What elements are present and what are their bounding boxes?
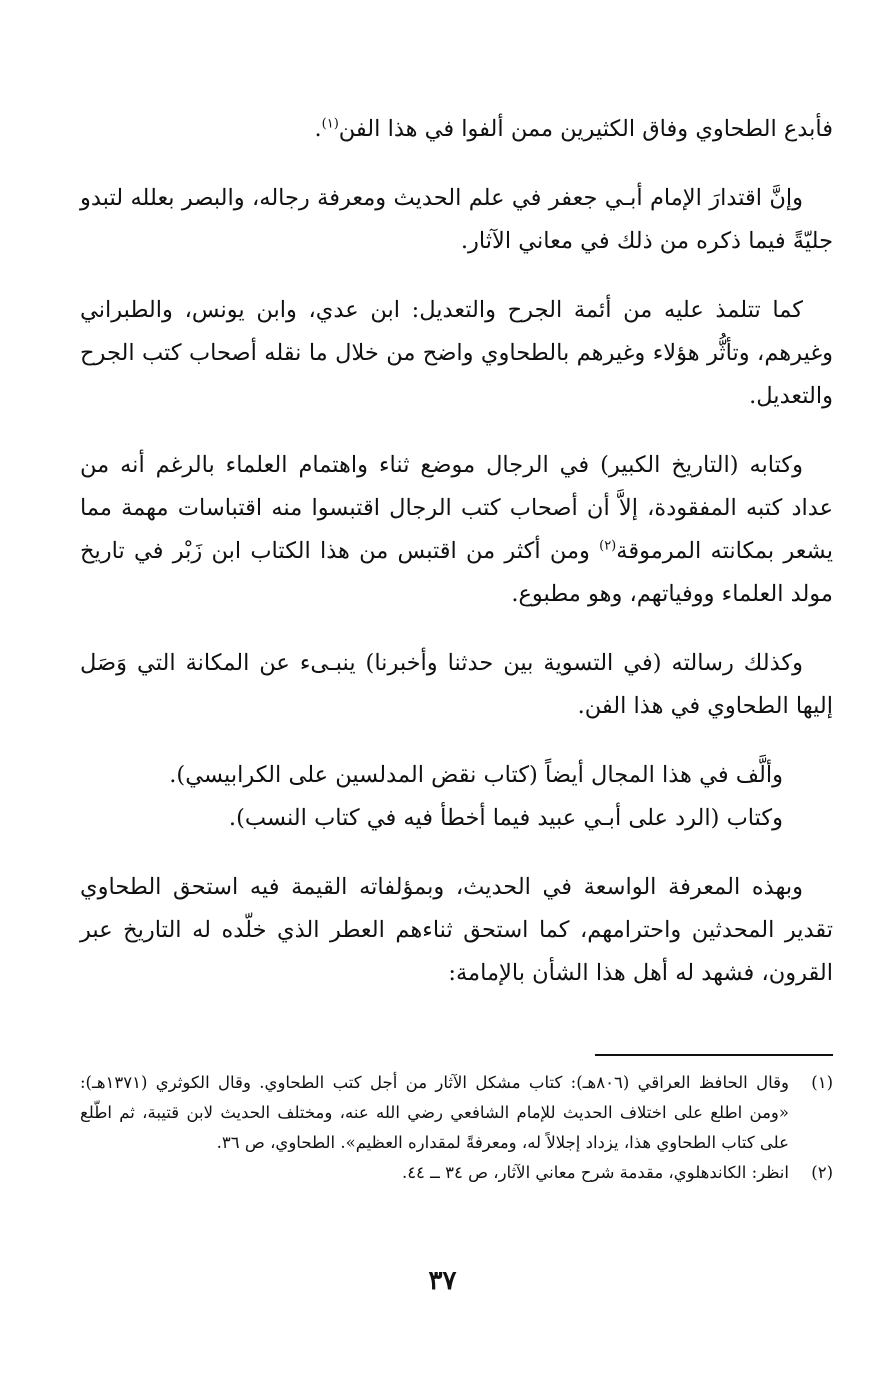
footnote-divider bbox=[595, 1054, 833, 1056]
paragraph-1 bbox=[80, 108, 833, 151]
paragraph-7: وكتاب (الرد على أبـي عبيد فيما أخطأ فيه في كتاب النسب). bbox=[228, 805, 783, 831]
paragraph-4 bbox=[80, 444, 833, 616]
paragraph-2: وإنَّ اقتدارَ الإمام أبـي جعفر في علم الحديث ومعرفة رجاله، والبصر بعلله لتبدو جليّةً فيما ذكره من ذلك في معاني الآثار. bbox=[80, 185, 833, 254]
footnote-2-text: انظر: الكاندهلوي، مقدمة شرح معاني الآثار، ص ٣٤ ــ ٤٤. bbox=[401, 1163, 789, 1182]
footnote-2-number: (٢) bbox=[811, 1163, 833, 1182]
footnote-2 bbox=[80, 1158, 833, 1188]
paragraph-1-text: فأبدع الطحاوي وفاق الكثيرين ممن ألفوا في هذا الفن bbox=[338, 116, 833, 142]
page-number: ٣٧ bbox=[428, 1266, 457, 1296]
footnote-1 bbox=[80, 1068, 833, 1158]
footnote-ref-2[interactable]: (٢) bbox=[599, 538, 617, 554]
paragraph-3: كما تتلمذ عليه من أئمة الجرح والتعديل: ابن عدي، وابن يونس، والطبراني وغيرهم، وتأثُّر هؤلاء وغيرهم بالطحاوي واضح من خلال ما نقله أصحاب كتب الجرح والتعديل. bbox=[80, 297, 833, 409]
paragraph-1-end: . bbox=[314, 116, 322, 142]
paragraph-4-text-after: ومن أكثر من اقتبس من هذا الكتاب ابن زَبْر في تاريخ مولد العلماء ووفياتهم، وهو مطبوع. bbox=[80, 538, 833, 607]
paragraph-5: وكذلك رسالته (في التسوية بين حدثنا وأخبرنا) ينبـىء عن المكانة التي وَصَل إليها الطحاوي في هذا الفن. bbox=[80, 650, 833, 719]
footnotes-section bbox=[80, 1054, 833, 1188]
paragraph-8: وبهذه المعرفة الواسعة في الحديث، وبمؤلفاته القيمة فيه استحق الطحاوي تقدير المحدثين واحترامهم، كما استحق ثناءهم العطر الذي خلّده له التاريخ عبر القرون، فشهد له أهل هذا الشأن بالإمامة: bbox=[80, 874, 833, 986]
paragraph-6: وألَّف في هذا المجال أيضاً (كتاب نقض المدلسين على الكرابيسي). bbox=[169, 762, 783, 788]
footnote-1-text: وقال الحافظ العراقي (٨٠٦هـ): كتاب مشكل الآثار من أجل كتب الطحاوي. وقال الكوثري (١٣٧١هـ): «ومن اطلع على اختلاف الحديث للإمام الشافعي رضي الله عنه، ومختلف الحديث لابن قتيبة، ثم اطّلع على كتاب الطحاوي هذا، يزداد إجلالاً له، ومعرفةً لمقداره العظيم». الطحاوي، ص ٣٦. bbox=[80, 1073, 789, 1152]
footnote-1-number: (١) bbox=[811, 1073, 833, 1092]
footnote-ref-1[interactable]: (١) bbox=[321, 116, 339, 132]
main-text bbox=[80, 108, 833, 1021]
paragraph-4-text-before: وكتابه (التاريخ الكبير) في الرجال موضع ثناء واهتمام العلماء بالرغم أنه من عداد كتبه المفقودة، إلاَّ أن أصحاب كتب الرجال اقتبسوا منه اقتباسات مهمة مما يشعر بمكانته المرموقة bbox=[80, 452, 833, 564]
